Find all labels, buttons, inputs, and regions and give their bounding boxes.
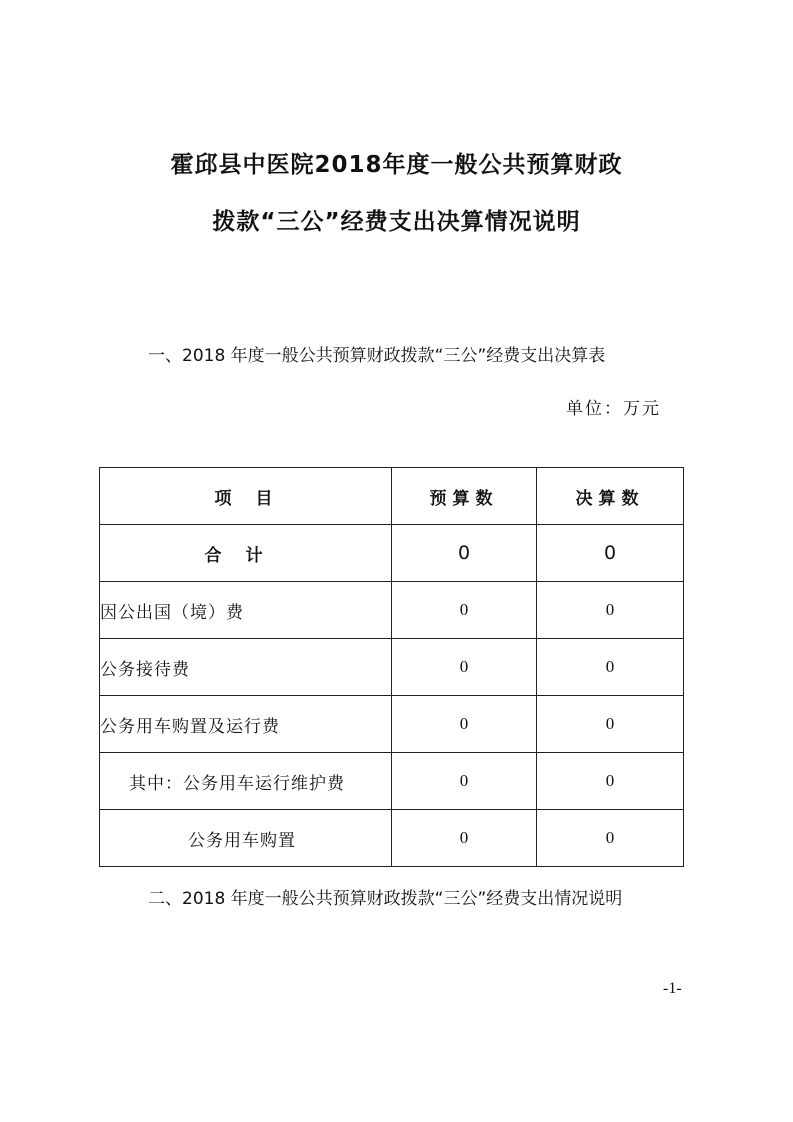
table-header-row bbox=[100, 468, 684, 525]
table-row bbox=[100, 810, 684, 867]
total-budget: 0 bbox=[392, 525, 537, 582]
row-budget: 0 bbox=[392, 753, 537, 810]
section-1-heading: 一、2018 年度一般公共预算财政拨款“三公”经费支出决算表 bbox=[148, 346, 606, 366]
unit-label: 单位：万元 bbox=[566, 399, 661, 419]
table-row bbox=[100, 582, 684, 639]
page-number: -1- bbox=[663, 980, 682, 997]
row-actual: 0 bbox=[537, 696, 684, 753]
row-budget: 0 bbox=[392, 582, 537, 639]
table-row bbox=[100, 696, 684, 753]
header-budget: 预算数 bbox=[392, 468, 537, 525]
table-total-row bbox=[100, 525, 684, 582]
document-title-line-2: 拨款“三公”经费支出决算情况说明 bbox=[212, 209, 581, 235]
section-2-heading: 二、2018 年度一般公共预算财政拨款“三公”经费支出情况说明 bbox=[148, 889, 623, 909]
row-label: 公务用车购置 bbox=[100, 810, 392, 867]
row-label: 公务用车购置及运行费 bbox=[100, 696, 392, 753]
document-title-line-1: 霍邱县中医院2018年度一般公共预算财政 bbox=[170, 152, 623, 178]
table-row bbox=[100, 639, 684, 696]
header-actual: 决算数 bbox=[537, 468, 684, 525]
total-label: 合计 bbox=[100, 525, 392, 582]
row-actual: 0 bbox=[537, 582, 684, 639]
row-actual: 0 bbox=[537, 810, 684, 867]
row-budget: 0 bbox=[392, 810, 537, 867]
row-budget: 0 bbox=[392, 696, 537, 753]
expenditure-table bbox=[99, 467, 684, 867]
row-label: 因公出国（境）费 bbox=[100, 582, 392, 639]
table-row bbox=[100, 753, 684, 810]
row-label: 其中：公务用车运行维护费 bbox=[100, 753, 392, 810]
row-budget: 0 bbox=[392, 639, 537, 696]
row-actual: 0 bbox=[537, 753, 684, 810]
header-item: 项目 bbox=[100, 468, 392, 525]
total-actual: 0 bbox=[537, 525, 684, 582]
row-actual: 0 bbox=[537, 639, 684, 696]
row-label: 公务接待费 bbox=[100, 639, 392, 696]
